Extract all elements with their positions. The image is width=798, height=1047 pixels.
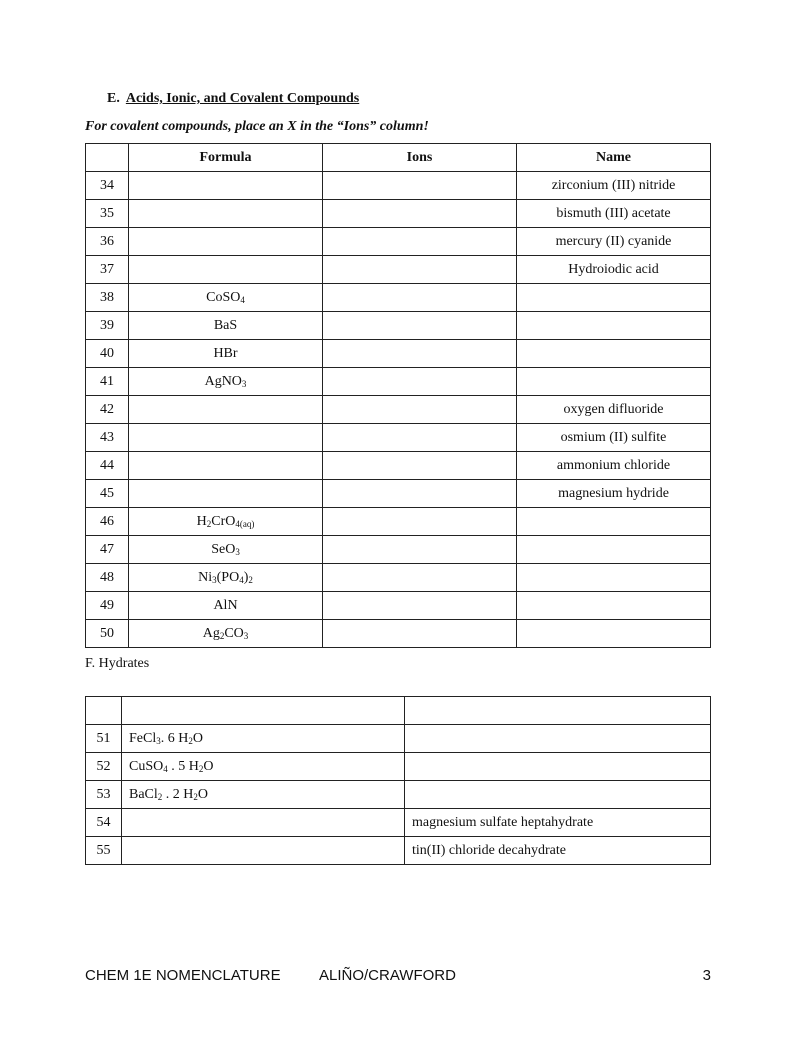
ions-cell[interactable] — [323, 200, 517, 228]
formula-cell[interactable] — [129, 228, 323, 256]
formula-text: . 5 H — [167, 758, 199, 774]
formula-text: . 6 H — [160, 730, 189, 746]
formula-cell — [129, 508, 323, 536]
header-ions: Ions — [323, 144, 517, 172]
row-number: 40 — [86, 340, 129, 368]
formula-text: FeCl — [129, 730, 157, 746]
hydrate-row — [86, 781, 711, 809]
formula-subscript: 2 — [193, 791, 198, 802]
formula-cell[interactable] — [129, 396, 323, 424]
footer-authors: ALIÑO/CRAWFORD — [319, 967, 456, 984]
header-name: Name — [517, 144, 711, 172]
row-number: 39 — [86, 312, 129, 340]
formula-subscript: 4 — [239, 574, 244, 585]
ions-cell[interactable] — [323, 396, 517, 424]
formula-cell — [129, 340, 323, 368]
name-cell: zirconium (III) nitride — [517, 172, 711, 200]
formula-text: AgNO — [204, 373, 242, 389]
name-cell[interactable] — [517, 340, 711, 368]
ions-cell[interactable] — [323, 508, 517, 536]
compounds-header-row — [86, 144, 711, 172]
hydrates-table — [85, 696, 711, 865]
name-cell[interactable] — [517, 564, 711, 592]
compound-row — [86, 452, 711, 480]
compound-row — [86, 480, 711, 508]
formula-text: ) — [243, 569, 249, 585]
name-cell: magnesium sulfate heptahydrate — [405, 809, 711, 837]
formula-subscript: 2 — [219, 630, 225, 641]
name-cell[interactable] — [517, 620, 711, 648]
name-cell[interactable] — [517, 368, 711, 396]
row-number: 49 — [86, 592, 129, 620]
hydrate-row — [86, 697, 711, 725]
formula-text: O — [192, 730, 203, 746]
ions-cell[interactable] — [323, 312, 517, 340]
formula-cell[interactable] — [122, 697, 405, 725]
row-number: 51 — [86, 725, 122, 753]
formula-cell — [129, 592, 323, 620]
formula-subscript: 3 — [241, 378, 247, 389]
formula-subscript: 4(aq) — [235, 518, 255, 529]
formula-text: . 2 H — [162, 786, 194, 802]
formula-text: Ag — [202, 625, 220, 641]
formula-cell — [129, 564, 323, 592]
ions-cell[interactable] — [323, 228, 517, 256]
ions-cell[interactable] — [323, 172, 517, 200]
hydrate-row — [86, 753, 711, 781]
section-f-heading: F. Hydrates — [85, 656, 150, 671]
compound-row — [86, 536, 711, 564]
formula-text: O — [203, 758, 214, 774]
formula-cell — [129, 368, 323, 396]
row-number: 47 — [86, 536, 129, 564]
row-number: 44 — [86, 452, 129, 480]
formula-text: CuSO — [129, 758, 164, 774]
name-cell[interactable] — [517, 312, 711, 340]
section-e-heading — [107, 91, 359, 107]
formula-cell[interactable] — [122, 837, 405, 865]
formula-cell[interactable] — [129, 480, 323, 508]
section-e-title: Acids, Ionic, and Covalent Compounds — [125, 91, 360, 106]
formula-text: (PO — [216, 569, 240, 585]
formula-text: BaCl — [129, 786, 158, 802]
formula-cell[interactable] — [129, 452, 323, 480]
formula-cell — [129, 536, 323, 564]
formula-cell[interactable] — [129, 424, 323, 452]
ions-cell[interactable] — [323, 368, 517, 396]
row-number: 50 — [86, 620, 129, 648]
formula-subscript: 3 — [243, 630, 249, 641]
formula-cell — [129, 312, 323, 340]
compound-row — [86, 340, 711, 368]
formula-subscript: 2 — [188, 735, 193, 746]
ions-cell[interactable] — [323, 592, 517, 620]
formula-text: Ni — [198, 569, 213, 585]
compound-row — [86, 620, 711, 648]
row-number: 45 — [86, 480, 129, 508]
formula-cell[interactable] — [122, 809, 405, 837]
compound-row — [86, 424, 711, 452]
compound-row — [86, 256, 711, 284]
name-cell: tin(II) chloride decahydrate — [405, 837, 711, 865]
compound-row — [86, 592, 711, 620]
ions-cell[interactable] — [323, 620, 517, 648]
formula-cell — [129, 284, 323, 312]
section-e-instruction: For covalent compounds, place an X in the “Ions” column! — [85, 119, 429, 134]
name-cell[interactable] — [405, 781, 711, 809]
name-cell: magnesium hydride — [517, 480, 711, 508]
formula-cell — [122, 781, 405, 809]
compound-row — [86, 564, 711, 592]
formula-text: H — [196, 513, 207, 529]
formula-subscript: 4 — [163, 763, 168, 774]
formula-subscript: 2 — [198, 763, 204, 774]
name-cell: ammonium chloride — [517, 452, 711, 480]
ions-cell[interactable] — [323, 536, 517, 564]
formula-subscript: 2 — [248, 574, 253, 585]
row-number: 43 — [86, 424, 129, 452]
row-number: 48 — [86, 564, 129, 592]
formula-subscript: 4 — [240, 294, 245, 305]
hydrate-row — [86, 809, 711, 837]
header-formula: Formula — [129, 144, 323, 172]
compound-row — [86, 312, 711, 340]
footer-course: CHEM 1E NOMENCLATURE — [85, 967, 281, 984]
name-cell[interactable] — [517, 536, 711, 564]
name-cell: Hydroiodic acid — [517, 256, 711, 284]
formula-subscript: 3 — [235, 546, 240, 557]
row-number: 34 — [86, 172, 129, 200]
name-cell[interactable] — [405, 725, 711, 753]
footer-page-number: 3 — [702, 967, 711, 984]
ions-cell[interactable] — [323, 564, 517, 592]
formula-cell — [122, 725, 405, 753]
ions-cell[interactable] — [323, 340, 517, 368]
row-number: 37 — [86, 256, 129, 284]
formula-text: O — [197, 786, 209, 802]
row-number: 36 — [86, 228, 129, 256]
compounds-table — [85, 143, 711, 648]
formula-cell — [129, 620, 323, 648]
row-number: 52 — [86, 753, 122, 781]
row-number — [86, 697, 122, 725]
formula-cell[interactable] — [129, 256, 323, 284]
header-number — [86, 144, 129, 172]
formula-subscript: 3 — [156, 735, 161, 746]
row-number: 42 — [86, 396, 129, 424]
formula-text: CrO — [211, 513, 236, 529]
formula-text: AlN — [213, 597, 238, 613]
compound-row — [86, 200, 711, 228]
name-cell[interactable] — [517, 592, 711, 620]
formula-subscript: 2 — [206, 518, 212, 529]
row-number: 41 — [86, 368, 129, 396]
formula-cell[interactable] — [129, 172, 323, 200]
formula-text: CO — [224, 625, 244, 641]
name-cell[interactable] — [405, 697, 711, 725]
row-number: 53 — [86, 781, 122, 809]
hydrate-row — [86, 837, 711, 865]
name-cell[interactable] — [517, 284, 711, 312]
ions-cell[interactable] — [323, 480, 517, 508]
compound-row — [86, 284, 711, 312]
ions-cell[interactable] — [323, 256, 517, 284]
formula-text: CoSO — [206, 289, 241, 305]
section-e-letter: E. — [107, 91, 120, 106]
ions-cell[interactable] — [323, 284, 517, 312]
formula-text: HBr — [213, 345, 238, 361]
name-cell[interactable] — [405, 753, 711, 781]
formula-text: SeO — [211, 541, 236, 557]
ions-cell[interactable] — [323, 452, 517, 480]
name-cell: bismuth (III) acetate — [517, 200, 711, 228]
name-cell: oxygen difluoride — [517, 396, 711, 424]
compound-row — [86, 172, 711, 200]
formula-subscript: 2 — [157, 791, 163, 802]
formula-subscript: 3 — [212, 574, 217, 585]
name-cell: osmium (II) sulfite — [517, 424, 711, 452]
row-number: 46 — [86, 508, 129, 536]
compound-row — [86, 508, 711, 536]
row-number: 54 — [86, 809, 122, 837]
formula-text: BaS — [213, 317, 238, 333]
row-number: 35 — [86, 200, 129, 228]
compound-row — [86, 368, 711, 396]
name-cell: mercury (II) cyanide — [517, 228, 711, 256]
formula-cell — [122, 753, 405, 781]
name-cell[interactable] — [517, 508, 711, 536]
hydrate-row — [86, 725, 711, 753]
row-number: 38 — [86, 284, 129, 312]
formula-cell[interactable] — [129, 200, 323, 228]
compound-row — [86, 396, 711, 424]
row-number: 55 — [86, 837, 122, 865]
ions-cell[interactable] — [323, 424, 517, 452]
compound-row — [86, 228, 711, 256]
